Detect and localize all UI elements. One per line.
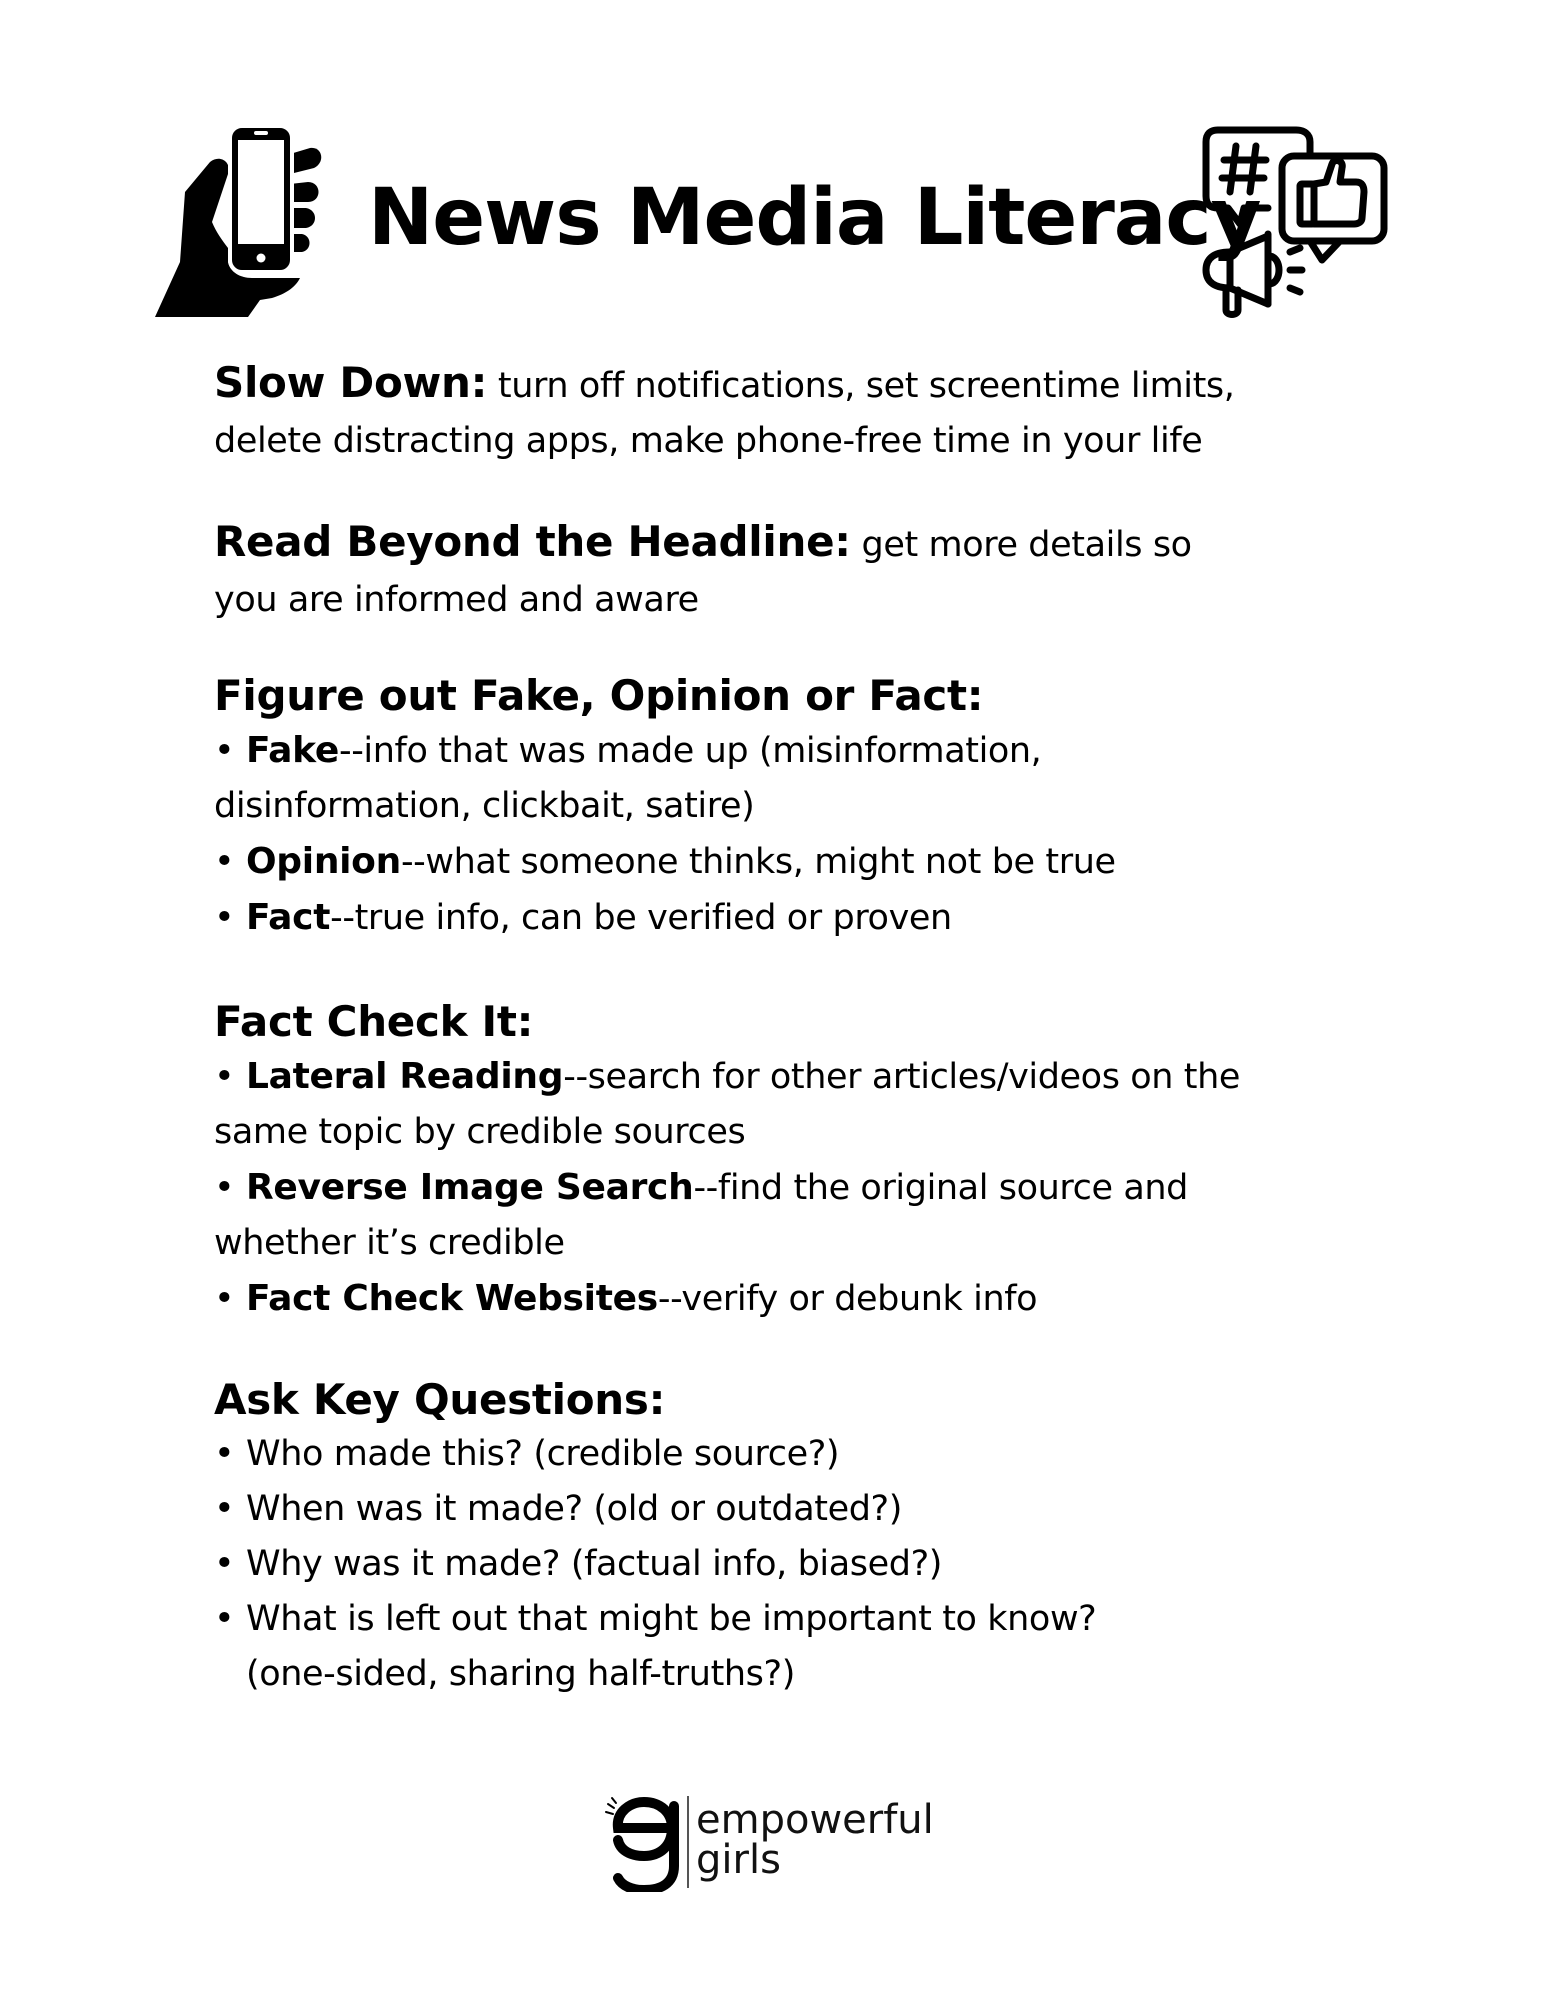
list-item-opinion <box>214 834 1334 890</box>
fact-check-heading: Fact Check It: <box>214 997 534 1046</box>
slow-down-heading: Slow Down: <box>214 358 488 407</box>
list-item-fact-check-websites <box>214 1271 1334 1327</box>
section-key-questions <box>214 1372 1334 1702</box>
empowerful-girls-logo <box>604 1792 944 1892</box>
term-opinion: Opinion <box>246 841 401 882</box>
desc-fake: --info that was made up (misinformation, <box>338 731 1042 771</box>
slow-down-text-1: turn off notifications, set screentime limits, <box>497 366 1235 406</box>
section-slow-down <box>214 355 1334 469</box>
question-when <box>214 1482 1334 1537</box>
question-why-text: Why was it made? (factual info, biased?) <box>246 1544 942 1584</box>
desc-fact-check-websites: --verify or debunk info <box>657 1279 1038 1319</box>
bullet-icon: • <box>214 1434 235 1474</box>
bullet-icon: • <box>214 898 235 938</box>
bullet-icon: • <box>214 1057 235 1097</box>
section-fact-check <box>214 994 1334 1327</box>
question-when-text: When was it made? (old or outdated?) <box>246 1489 902 1529</box>
term-lateral-reading: Lateral Reading <box>246 1056 564 1097</box>
read-beyond-line-2: you are informed and aware <box>214 580 699 620</box>
read-beyond-text-1: get more details so <box>861 525 1192 565</box>
term-fact-check-websites: Fact Check Websites <box>246 1278 658 1319</box>
hand-holding-phone-icon <box>150 122 325 317</box>
question-left-out-text: What is left out that might be important to know? <box>246 1599 1097 1639</box>
social-media-hashtag-like-megaphone-icon <box>1200 124 1390 319</box>
logo-text-line-2: girls <box>696 1837 781 1883</box>
bullet-icon: • <box>214 1544 235 1584</box>
read-beyond-line-1 <box>214 514 1334 573</box>
logo-text-line-1: empowerful <box>696 1797 934 1843</box>
desc-lateral-reading: --search for other articles/videos on the <box>563 1057 1241 1097</box>
list-item-lateral-reading <box>214 1049 1334 1105</box>
question-who-text: Who made this? (credible source?) <box>246 1434 840 1474</box>
read-beyond-heading: Read Beyond the Headline: <box>214 517 851 566</box>
list-item-fake <box>214 723 1334 779</box>
bullet-icon: • <box>214 1168 235 1208</box>
list-item-fake-continuation: disinformation, clickbait, satire) <box>214 786 755 826</box>
slow-down-line-1 <box>214 355 1334 414</box>
bullet-icon: • <box>214 731 235 771</box>
list-item-fact <box>214 890 1334 946</box>
bullet-icon: • <box>214 1599 235 1639</box>
bullet-icon: • <box>214 1489 235 1529</box>
question-why <box>214 1537 1334 1592</box>
list-item-reverse-image-search-continuation: whether it’s credible <box>214 1223 565 1263</box>
desc-reverse-image-search: --find the original source and <box>693 1168 1188 1208</box>
question-left-out-continuation: (one-sided, sharing half-truths?) <box>246 1654 795 1694</box>
list-item-reverse-image-search <box>214 1160 1334 1216</box>
list-item-lateral-reading-continuation: same topic by credible sources <box>214 1112 746 1152</box>
section-fake-opinion-fact <box>214 668 1334 946</box>
term-fact: Fact <box>246 897 331 938</box>
term-reverse-image-search: Reverse Image Search <box>246 1167 694 1208</box>
question-who <box>214 1427 1334 1482</box>
desc-fact: --true info, can be verified or proven <box>330 898 952 938</box>
question-left-out <box>214 1592 1334 1647</box>
section-read-beyond <box>214 514 1334 628</box>
desc-opinion: --what someone thinks, might not be true <box>400 842 1116 882</box>
bullet-icon: • <box>214 1279 235 1319</box>
slow-down-line-2: delete distracting apps, make phone-free time in your life <box>214 421 1203 461</box>
page-title: News Media Literacy <box>368 173 1261 263</box>
fake-opinion-fact-heading: Figure out Fake, Opinion or Fact: <box>214 671 984 720</box>
key-questions-heading: Ask Key Questions: <box>214 1375 666 1424</box>
bullet-icon: • <box>214 842 235 882</box>
term-fake: Fake <box>246 730 339 771</box>
logo-mark-icon <box>604 1792 684 1892</box>
logo-divider <box>687 1796 689 1888</box>
